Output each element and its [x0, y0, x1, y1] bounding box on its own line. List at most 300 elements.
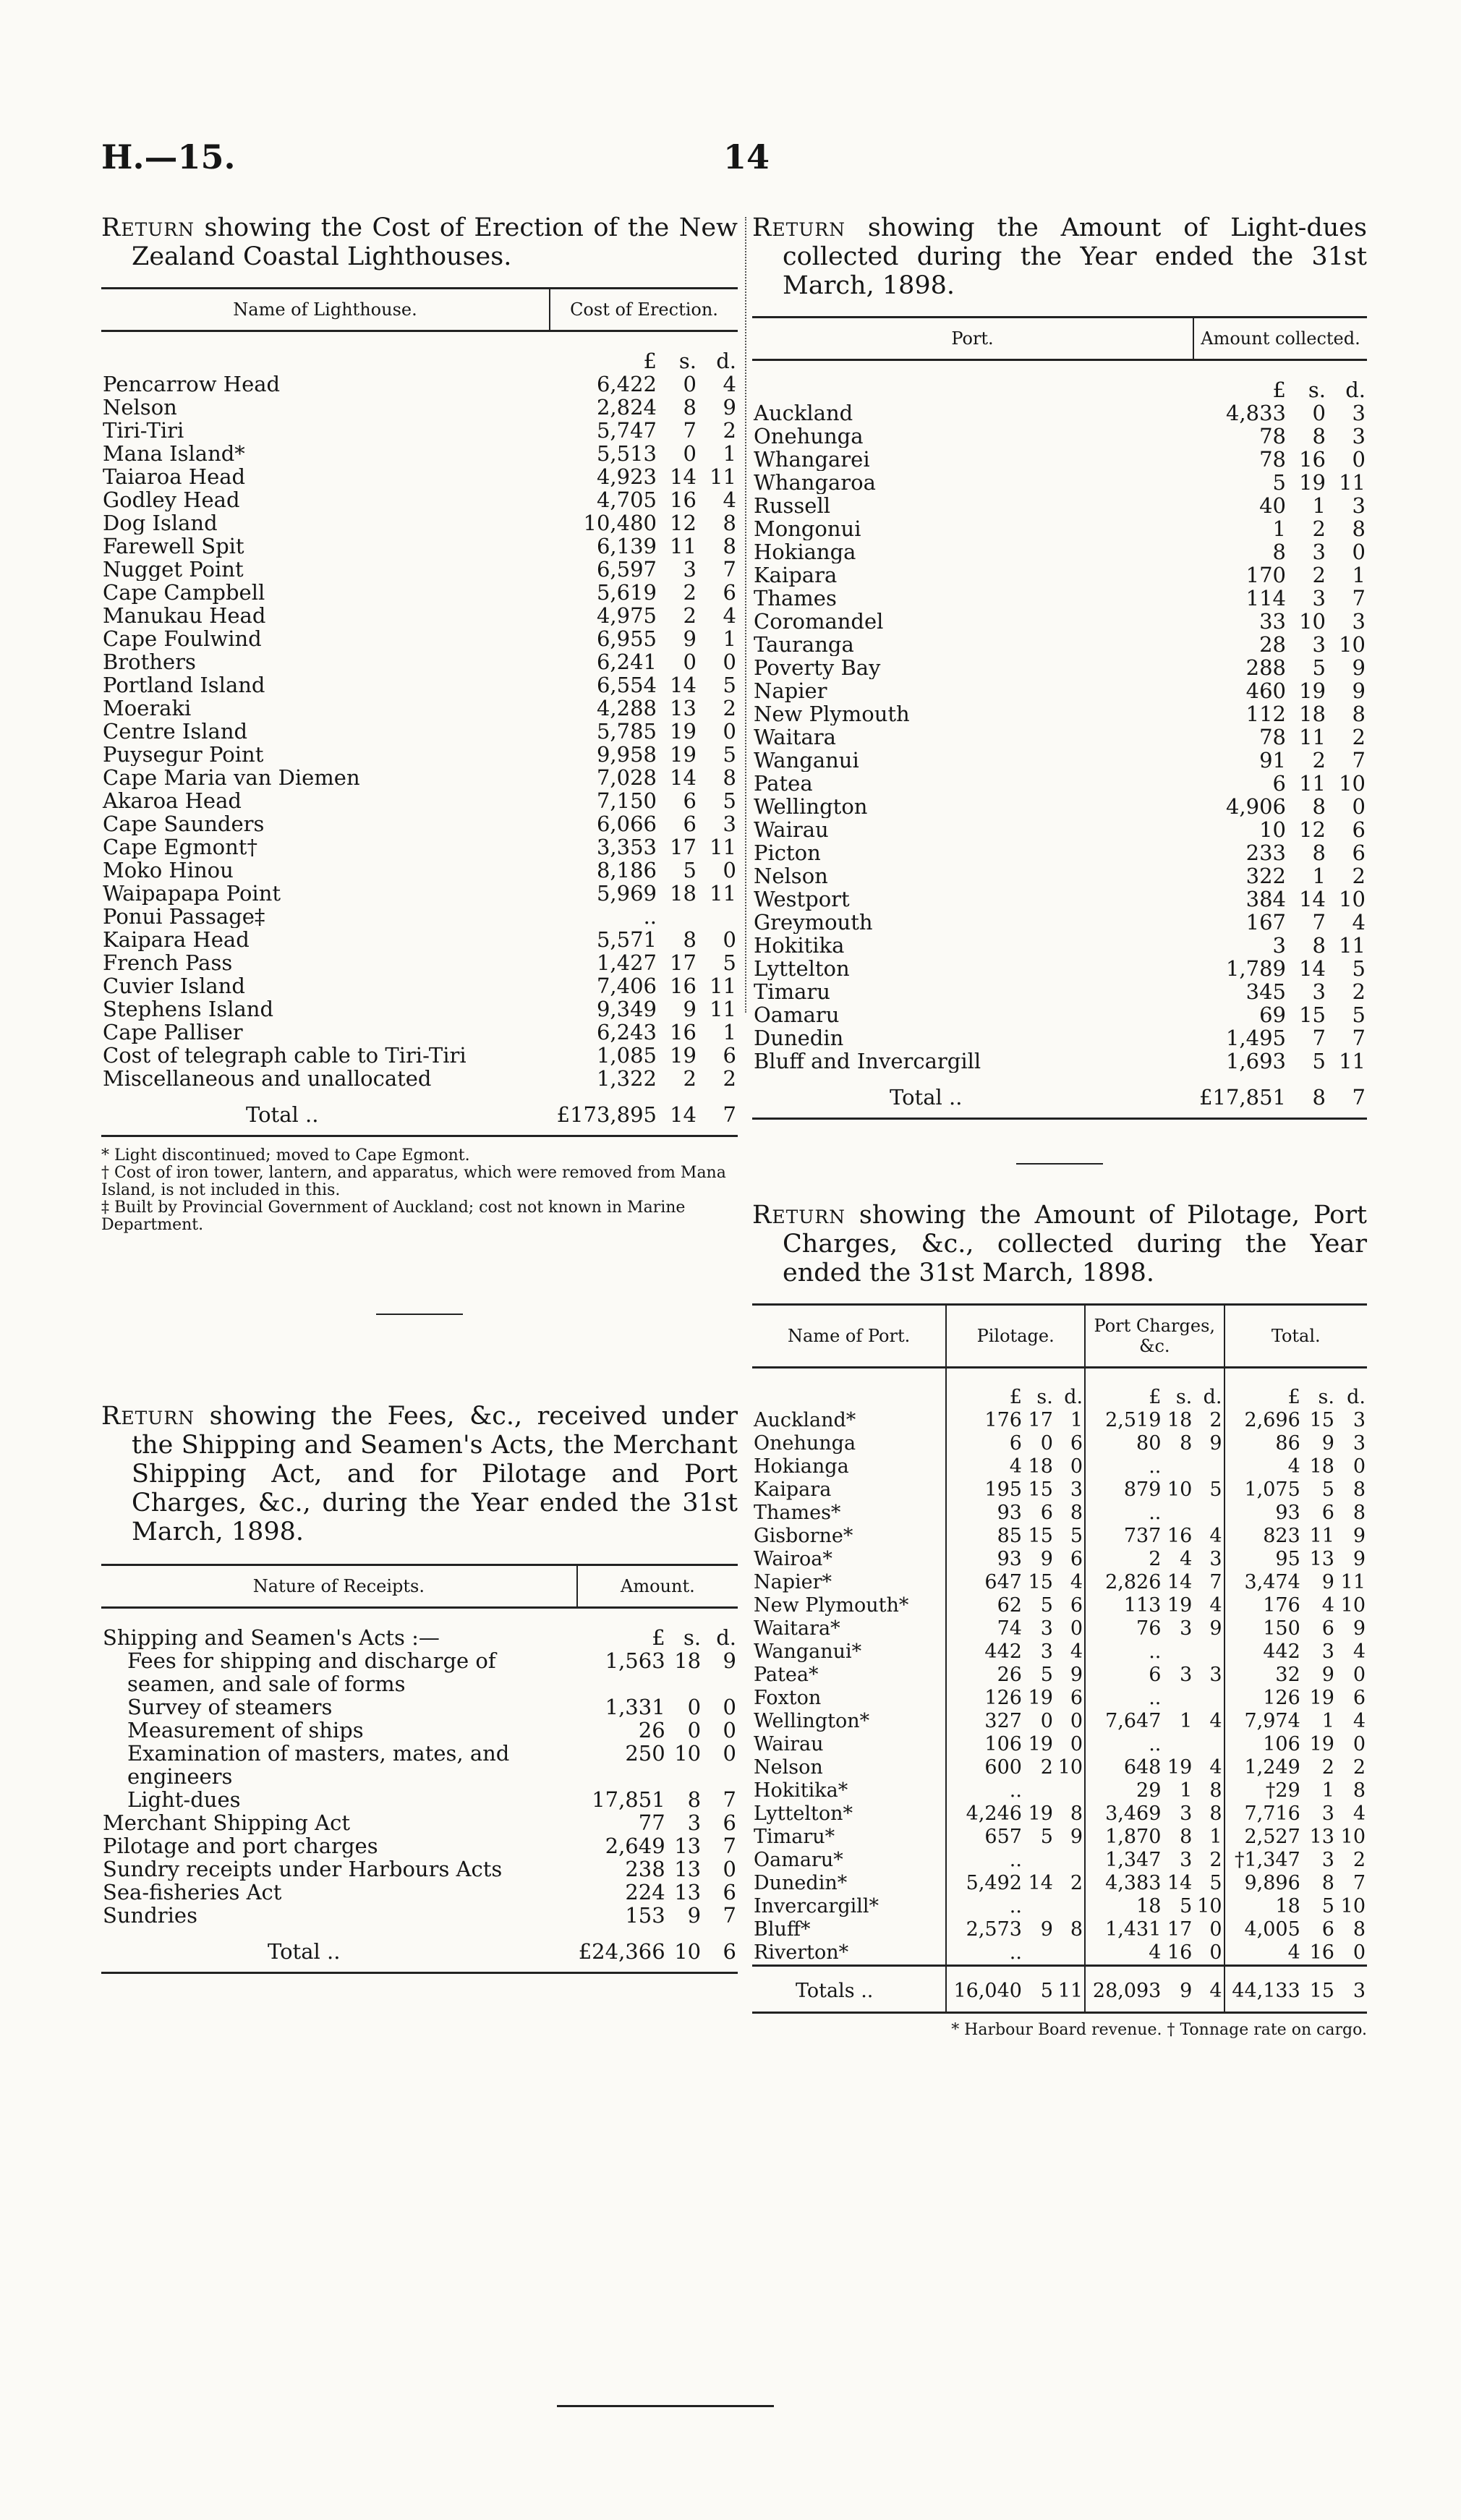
pilotage-value: 4 — [1055, 1571, 1085, 1594]
amount-pounds: 2,649 — [605, 1834, 665, 1858]
receipt-name: Fees for shipping and discharge of seamen, and sale of forms — [127, 1649, 496, 1695]
table-row — [101, 1695, 738, 1719]
pilotage-header: Pilotage. — [946, 1305, 1085, 1368]
table-row — [752, 587, 1367, 610]
port-name: Gisborne* — [752, 1525, 946, 1548]
pilotage-value: 17 — [1028, 1409, 1053, 1431]
fees-table: Nature of Receipts. Amount. Shipping and Seamen's Acts :— £ s. d. Fees for shipping and discharge of seamen, and sale of forms 1,563 18 9 Survey of steamers 1,331 0 0 Measurement of ships 26 0 0 Examination of masters, mates, and engineers 250 10 0 Light-dues 17,851 8 7 Merchant Shipping Act 77 3 6 Pilotage and port charges 2,649 13 7 Sundry receipts under Harbours Acts 238 13 0 Sea-fisheries Act 224 13 6 Sundries 153 9 7 Total .. £24,366 10 6 — [101, 1564, 738, 1974]
amount-shillings: 15 — [1299, 1003, 1326, 1027]
port-name: Hokitika* — [752, 1779, 946, 1802]
port-name: Invercargill* — [752, 1895, 946, 1918]
port-name: Thames* — [752, 1502, 946, 1525]
table-row — [752, 934, 1367, 957]
amount-pence: 6 — [723, 1880, 736, 1904]
total-value: 7,974 — [1244, 1710, 1300, 1732]
pilotage-value: 5 — [1040, 1594, 1053, 1617]
cost-pounds: 6,241 — [596, 650, 657, 674]
table-row — [752, 1571, 1367, 1594]
port-charges-value: 4 — [1193, 1756, 1224, 1779]
pilotage-value: 6 — [1009, 1432, 1022, 1455]
amount-pence: 9 — [1352, 655, 1366, 680]
table-row — [101, 1811, 738, 1834]
receipt-name: Examination of masters, mates, and engineers — [127, 1742, 510, 1788]
cost-shillings: 19 — [670, 719, 697, 744]
pilotage-footnote: * Harbour Board revenue. † Tonnage rate on cargo. — [951, 2021, 1367, 2039]
lighthouse-name: Cape Palliser — [103, 1021, 243, 1044]
amount-pounds: 288 — [1245, 655, 1286, 680]
pilotage-value: 10 — [1055, 1756, 1085, 1779]
table-row — [752, 1710, 1367, 1733]
amount-pence: 3 — [1352, 401, 1366, 425]
amount-shillings: 13 — [674, 1834, 702, 1858]
port-name: Napier* — [752, 1571, 946, 1594]
table-row — [101, 1719, 738, 1742]
cost-pounds: 1,322 — [596, 1066, 657, 1091]
table-row — [752, 841, 1367, 864]
amount-pounds: 78 — [1259, 447, 1286, 472]
port-charges-value: 9 — [1193, 1432, 1224, 1455]
cost-pence: 5 — [723, 950, 736, 975]
lighthouse-name: Nugget Point — [103, 558, 244, 581]
pilotage-value: 6 — [1055, 1687, 1085, 1710]
table-row — [101, 465, 738, 488]
cost-shillings: 16 — [670, 974, 697, 998]
lighthouse-name: French Pass — [103, 951, 233, 974]
table-row — [752, 1687, 1367, 1710]
total-header: Total. — [1224, 1305, 1368, 1368]
name-of-port-header: Name of Port. — [752, 1305, 946, 1368]
amount-pence: 5 — [1352, 1003, 1366, 1027]
amount-pounds: 5 — [1272, 470, 1286, 495]
table-row — [752, 980, 1367, 1003]
pilotage-value: 5 — [1040, 1664, 1053, 1686]
lighthouse-name: Kaipara Head — [103, 928, 250, 951]
pilotage-value: 5,492 — [966, 1872, 1022, 1894]
lighthouse-name: Pencarrow Head — [103, 373, 281, 396]
amount-shillings: 5 — [1312, 1049, 1326, 1073]
total-value: 7 — [1353, 1872, 1366, 1894]
table-row — [101, 1857, 738, 1881]
amount-pounds: 1,495 — [1225, 1026, 1286, 1050]
total-value: 0 — [1353, 1941, 1366, 1964]
amount-pounds: 153 — [625, 1903, 665, 1928]
total-value: 32 — [1275, 1664, 1300, 1686]
table-row — [101, 488, 738, 511]
lighthouse-name: Portland Island — [103, 673, 265, 697]
fees-total-pounds: £24,366 — [578, 1939, 665, 1964]
cost-pence: 11 — [710, 881, 736, 906]
port-charges-value: 2 — [1149, 1548, 1162, 1570]
pilotage-value: 9 — [1055, 1664, 1085, 1687]
port-name: Oamaru — [754, 1003, 840, 1026]
lighthouse-total-label: Total .. — [246, 1102, 319, 1127]
total-value: 9,896 — [1244, 1872, 1300, 1894]
table-row — [752, 1548, 1367, 1571]
port-charges-value: 0 — [1193, 1941, 1224, 1966]
cost-pounds: 4,975 — [596, 603, 657, 628]
pilotage-value: 657 — [984, 1826, 1022, 1848]
table-row — [752, 749, 1367, 772]
total-value: 95 — [1275, 1548, 1300, 1570]
cost-shillings: 7 — [683, 418, 697, 443]
amount-pence: 10 — [1339, 887, 1366, 911]
fees-return-title: Return showing the Fees, &c., received under the Shipping and Seamen's Acts, the Merchant Shipping Act, and for Pilotage and Port Charges, &c., during the Year ended the 31st March, 1898. — [101, 1402, 738, 1546]
receipt-name: Measurement of ships — [127, 1719, 364, 1742]
amount-shillings: 2 — [1312, 748, 1326, 772]
amount-shillings: 10 — [674, 1741, 702, 1766]
port-charges-value: 10 — [1167, 1478, 1193, 1501]
amount-pence: 8 — [1352, 516, 1366, 541]
lighthouse-name: Dog Island — [103, 511, 218, 535]
amount-pence: 3 — [1352, 609, 1366, 634]
cost-pence: 11 — [710, 464, 736, 489]
cost-shillings: 0 — [683, 441, 697, 466]
pilotage-value — [1023, 1895, 1055, 1918]
amount-shillings: 11 — [1299, 771, 1326, 796]
table-row — [752, 795, 1367, 818]
cost-pounds: 6,597 — [596, 557, 657, 582]
table-row — [101, 997, 738, 1021]
amount-pence: 7 — [723, 1903, 736, 1928]
cost-pence: 5 — [723, 673, 736, 697]
cost-shillings — [658, 905, 698, 928]
amount-shillings: 8 — [1312, 933, 1326, 958]
total-value: 11 — [1309, 1525, 1334, 1547]
amount-pence: 0 — [723, 1741, 736, 1766]
table-row — [752, 471, 1367, 494]
cost-pounds: 5,747 — [596, 418, 657, 443]
lighthouse-name: Ponui Passage‡ — [103, 905, 265, 928]
port-name: Wairau — [752, 1733, 946, 1756]
amount-header: Amount. — [577, 1565, 738, 1608]
lighthouse-name: Cape Foulwind — [103, 627, 262, 650]
lighthouse-name: Centre Island — [103, 720, 248, 743]
port-name: Wairau — [754, 818, 829, 841]
page-reference: H.—15. — [101, 137, 236, 176]
cost-shillings: 8 — [683, 395, 697, 420]
table-row — [101, 1881, 738, 1904]
port-charges-value: 9 — [1193, 1617, 1224, 1640]
lighthouse-name: Cape Saunders — [103, 812, 265, 835]
pilotage-value: 106 — [984, 1733, 1022, 1755]
table-row — [752, 563, 1367, 587]
port-charges-value — [1162, 1455, 1193, 1478]
pilotage-value: 93 — [997, 1502, 1022, 1524]
left-column — [101, 213, 738, 1974]
pilotage-value: 327 — [984, 1710, 1022, 1732]
port-charges-value — [1193, 1455, 1224, 1478]
table-row — [752, 610, 1367, 633]
pilotage-value: 93 — [997, 1548, 1022, 1570]
amount-shillings: 3 — [1312, 979, 1326, 1004]
port-charges-value: .. — [1149, 1733, 1162, 1755]
table-row — [101, 1044, 738, 1067]
total-value: 10 — [1340, 1895, 1366, 1917]
port-name: Thames — [754, 587, 837, 610]
total-value: 10 — [1340, 1826, 1366, 1848]
port-name: Wairoa* — [752, 1548, 946, 1571]
port-charges-value: 879 — [1123, 1478, 1162, 1501]
receipt-name: Sea-fisheries Act — [103, 1881, 282, 1904]
receipt-name: Merchant Shipping Act — [103, 1811, 350, 1834]
amount-shillings: 9 — [687, 1903, 702, 1928]
amount-pence: 3 — [1352, 424, 1366, 448]
port-charges-value: 4 — [1149, 1941, 1162, 1964]
total-value: 16 — [1309, 1941, 1334, 1964]
amount-pounds: 1,693 — [1225, 1049, 1286, 1073]
port-charges-value — [1162, 1502, 1193, 1525]
cost-pence: 6 — [723, 1043, 736, 1068]
total-value: 9 — [1321, 1432, 1334, 1455]
table-row — [752, 1849, 1367, 1872]
amount-pounds: 114 — [1245, 586, 1286, 610]
table-row — [101, 1742, 738, 1788]
cost-pence: 0 — [723, 927, 736, 952]
table-row — [752, 1941, 1367, 1966]
total-value: 11 — [1340, 1571, 1366, 1593]
port-charges-value: .. — [1149, 1502, 1162, 1524]
table-row — [752, 1756, 1367, 1779]
pilotage-value: 1 — [1055, 1409, 1085, 1432]
port-charges-value: 737 — [1123, 1525, 1162, 1547]
port-charges-value — [1193, 1687, 1224, 1710]
amount-pence: 9 — [723, 1648, 736, 1673]
table-row — [752, 1455, 1367, 1478]
port-name: Poverty Bay — [754, 656, 881, 679]
cost-pounds: 5,619 — [596, 580, 657, 605]
cost-shillings: 2 — [683, 1066, 697, 1091]
port-charges-value: 18 — [1136, 1895, 1162, 1917]
total-value: 3 — [1321, 1640, 1334, 1663]
pilotage-value — [1023, 1849, 1055, 1872]
pilotage-value: 2 — [1040, 1756, 1053, 1779]
cost-pence: 0 — [723, 719, 736, 744]
amount-pounds: 10 — [1259, 817, 1286, 842]
port-name: Napier — [754, 679, 827, 702]
total-value: 10 — [1340, 1594, 1366, 1617]
table-row — [101, 1834, 738, 1857]
amount-pence: 0 — [1352, 447, 1366, 472]
total-value: †29 — [1265, 1779, 1300, 1802]
port-charges-value: 3 — [1180, 1617, 1193, 1640]
port-charges-value — [1193, 1502, 1224, 1525]
lighthouse-name: Moeraki — [103, 697, 192, 720]
total-value: 15 — [1309, 1409, 1334, 1431]
amount-shillings: 8 — [1312, 794, 1326, 819]
total-value: †1,347 — [1234, 1849, 1300, 1871]
cost-pounds: 3,353 — [596, 835, 657, 859]
pilotage-value: 442 — [984, 1640, 1022, 1663]
port-name: Auckland* — [752, 1409, 946, 1432]
cost-pence: 2 — [723, 1066, 736, 1091]
total-value: 8 — [1353, 1918, 1366, 1941]
lighthouse-name: Farewell Spit — [103, 535, 244, 558]
lighthouse-name: Taiaroa Head — [103, 465, 246, 488]
pilotage-value: 9 — [1040, 1918, 1053, 1941]
table-row — [752, 864, 1367, 887]
cost-shillings: 19 — [670, 1043, 697, 1068]
total-value: 2,527 — [1244, 1826, 1300, 1848]
cost-shillings: 16 — [670, 488, 697, 512]
cost-shillings: 14 — [670, 673, 697, 697]
lighthouse-name: Brothers — [103, 650, 196, 673]
port-charges-value: 8 — [1180, 1826, 1193, 1848]
table-row — [101, 743, 738, 766]
light-dues-return-title: Return showing the Amount of Light-dues collected during the Year ended the 31st March, 1898. — [752, 213, 1367, 300]
port-name: Onehunga — [754, 425, 864, 448]
port-charges-value: 29 — [1136, 1779, 1162, 1802]
table-row — [101, 1067, 738, 1090]
lighthouse-name: Nelson — [103, 396, 177, 419]
amount-pounds: 26 — [638, 1718, 665, 1742]
port-name: Timaru — [754, 980, 830, 1003]
amount-pence: 7 — [1352, 1026, 1366, 1050]
amount-pence: 7 — [1352, 586, 1366, 610]
cost-pounds: 6,955 — [596, 626, 657, 651]
amount-pence: 4 — [1352, 910, 1366, 935]
cost-pounds: 4,705 — [596, 488, 657, 512]
table-row — [752, 517, 1367, 540]
table-row — [101, 673, 738, 697]
table-row — [752, 1432, 1367, 1455]
right-column — [752, 213, 1367, 2039]
total-value: 9 — [1353, 1617, 1366, 1640]
cost-pence: 2 — [723, 696, 736, 720]
amount-pounds: 167 — [1245, 910, 1286, 935]
total-value: 6 — [1321, 1918, 1334, 1941]
table-row — [752, 1525, 1367, 1548]
table-row — [101, 1021, 738, 1044]
table-row — [752, 1640, 1367, 1664]
port-name: Wellington* — [752, 1710, 946, 1733]
pilotage-value: 0 — [1040, 1710, 1053, 1732]
port-name: Bluff* — [752, 1918, 946, 1941]
table-row — [101, 558, 738, 581]
table-row — [101, 697, 738, 720]
cost-pence: 7 — [723, 557, 736, 582]
pilotage-value: .. — [1009, 1941, 1022, 1964]
cost-shillings: 18 — [670, 881, 697, 906]
cost-shillings: 8 — [683, 927, 697, 952]
table-row — [752, 1918, 1367, 1941]
port-name: Wanganui* — [752, 1640, 946, 1664]
amount-pence: 0 — [723, 1695, 736, 1719]
total-value: 8 — [1353, 1478, 1366, 1501]
port-charges-value: 113 — [1123, 1594, 1162, 1617]
amount-pence: 6 — [1352, 817, 1366, 842]
port-charges-value: 2 — [1193, 1409, 1224, 1432]
port-name: Timaru* — [752, 1826, 946, 1849]
cost-shillings: 17 — [670, 950, 697, 975]
light-dues-total-pounds: £17,851 — [1199, 1085, 1286, 1110]
amount-pounds: 1,563 — [605, 1648, 665, 1673]
receipts-header: Nature of Receipts. — [101, 1565, 577, 1608]
port-charges-value: 10 — [1193, 1895, 1224, 1918]
pilotage-value: 0 — [1055, 1733, 1085, 1756]
total-value: 4 — [1353, 1710, 1366, 1732]
amount-pounds: 238 — [625, 1857, 665, 1881]
pilotage-value: 19 — [1028, 1733, 1053, 1755]
pilotage-value: 74 — [997, 1617, 1022, 1640]
cost-pounds: 9,349 — [596, 997, 657, 1021]
pilotage-value: 19 — [1028, 1687, 1053, 1709]
amount-pence: 8 — [1352, 702, 1366, 726]
port-name: Foxton — [752, 1687, 946, 1710]
amount-shillings: 19 — [1299, 470, 1326, 495]
total-value: 1,249 — [1244, 1756, 1300, 1779]
cost-pounds: 1,427 — [596, 950, 657, 975]
table-row — [101, 604, 738, 627]
cost-shillings: 9 — [683, 626, 697, 651]
total-value: 93 — [1275, 1502, 1300, 1524]
port-charges-value: 1 — [1180, 1710, 1193, 1732]
total-value: 4,005 — [1244, 1918, 1300, 1941]
fees-total-label: Total .. — [268, 1939, 341, 1964]
total-value: 3 — [1353, 1409, 1366, 1431]
pilotage-value: 8 — [1055, 1918, 1085, 1941]
amount-shillings: 3 — [1312, 540, 1326, 564]
table-row — [101, 835, 738, 859]
total-value: 1,075 — [1244, 1478, 1300, 1501]
port-name: Waitara* — [752, 1617, 946, 1640]
port-name: Lyttelton* — [752, 1802, 946, 1826]
port-charges-value: 4 — [1193, 1525, 1224, 1548]
amount-pence: 6 — [1352, 840, 1366, 865]
lighthouse-name: Cape Maria van Diemen — [103, 766, 360, 789]
cost-pence: 11 — [710, 835, 736, 859]
amount-pence: 0 — [1352, 540, 1366, 564]
amount-pence: 1 — [1352, 563, 1366, 587]
cost-pence — [698, 905, 738, 928]
amount-pounds: 384 — [1245, 887, 1286, 911]
table-row — [752, 1502, 1367, 1525]
port-charges-value: 2,519 — [1105, 1409, 1162, 1431]
pilotage-value: 6 — [1040, 1502, 1053, 1524]
amount-shillings: 2 — [1312, 563, 1326, 587]
port-charges-value: 1 — [1180, 1779, 1193, 1802]
port-name: Tauranga — [754, 633, 854, 656]
pilotage-value: 176 — [984, 1409, 1022, 1431]
total-value: 8 — [1353, 1779, 1366, 1802]
port-name: Lyttelton — [754, 957, 850, 980]
amount-pence: 3 — [1352, 493, 1366, 518]
cost-shillings: 0 — [683, 372, 697, 396]
total-value: 150 — [1263, 1617, 1300, 1640]
port-charges-value: 1,431 — [1105, 1918, 1162, 1941]
table-row — [752, 887, 1367, 911]
table-row — [752, 911, 1367, 934]
pilotage-value: 14 — [1028, 1872, 1053, 1894]
pilotage-value: 15 — [1028, 1571, 1053, 1593]
total-value: 8 — [1321, 1872, 1334, 1894]
amount-pounds: 345 — [1245, 979, 1286, 1004]
total-value: 13 — [1309, 1826, 1334, 1848]
port-name: Bluff and Invercargill — [754, 1050, 981, 1073]
footnote: ‡ Built by Provincial Government of Auckland; cost not known in Marine Department. — [101, 1199, 686, 1234]
total-value: 9 — [1353, 1525, 1366, 1547]
port-charges-value: 8 — [1193, 1779, 1224, 1802]
table-row — [101, 373, 738, 396]
amount-shillings: 13 — [674, 1880, 702, 1904]
table-row — [101, 650, 738, 673]
total-value: 18 — [1309, 1455, 1334, 1478]
pilotage-value: 0 — [1055, 1710, 1085, 1733]
pilotage-value: 647 — [984, 1571, 1022, 1593]
cost-shillings: 6 — [683, 812, 697, 836]
table-row — [752, 633, 1367, 656]
amount-pounds: 4,906 — [1225, 794, 1286, 819]
cost-pence: 4 — [723, 603, 736, 628]
